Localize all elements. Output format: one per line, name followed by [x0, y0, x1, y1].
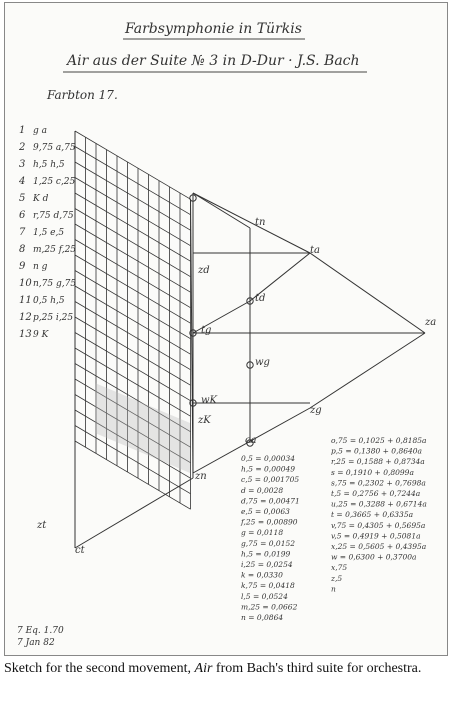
row-number: 3 — [19, 159, 26, 170]
row-labels — [18, 125, 76, 340]
grid-diagonal-line — [75, 240, 191, 308]
value-entry: f,25 = 0,00890 — [241, 517, 298, 527]
value-entry: d,75 = 0,00471 — [241, 496, 300, 506]
construction-line — [193, 193, 310, 253]
grid-diagonal-line — [75, 286, 191, 354]
row-number: 10 — [19, 278, 32, 289]
point-label: ct — [75, 545, 85, 556]
value-entry: i,25 = 0,0254 — [241, 560, 293, 569]
value-entry: r,25 = 0,1588 + 0,8734a — [331, 457, 425, 467]
point-label: wK — [201, 395, 218, 406]
row-number: 9 — [19, 261, 26, 272]
point-label: zn — [195, 471, 207, 482]
sketch-sheet — [4, 2, 448, 656]
value-entry: n — [331, 584, 336, 594]
value-entry: x,25 = 0,5605 + 0,4395a — [331, 542, 427, 551]
value-entry: e,5 = 0,0063 — [241, 507, 290, 516]
grid-diagonal-line — [75, 255, 191, 323]
value-entry: w = 0,6300 + 0,3700a — [331, 552, 417, 562]
sketch-heading: Farbsymphonie in Türkis — [125, 21, 302, 37]
signature-line: 7 Jan 82 — [17, 638, 55, 648]
row-number: 5 — [19, 193, 26, 204]
grid-bottom-edge — [75, 478, 193, 548]
point-label: zK — [198, 415, 211, 426]
point-label: ca — [245, 435, 257, 446]
point-label: wg — [255, 357, 270, 368]
caption-title: Air — [194, 661, 213, 676]
grid-diagonal-line — [75, 131, 191, 199]
grid-diagonal-line — [75, 317, 191, 385]
construction-line — [193, 193, 250, 228]
signature-line: 7 Eq. 1.70 — [17, 626, 64, 636]
point-label: zt — [37, 520, 47, 531]
value-entry: x,75 — [331, 563, 348, 573]
value-entry: l,5 = 0,0524 — [241, 591, 288, 601]
row-number: 6 — [19, 210, 26, 221]
value-entry: d = 0,0028 — [241, 485, 284, 495]
row-note: 9,75 a,75 — [33, 143, 76, 153]
value-entry: o,75 = 0,1025 + 0,8185a — [331, 436, 427, 445]
row-number: 7 — [19, 227, 26, 238]
grid-diagonal-line — [75, 209, 191, 277]
row-note: n g — [33, 262, 48, 272]
grid-diagonal-line — [75, 224, 191, 292]
value-entry: t,5 = 0,2756 + 0,7244a — [331, 489, 421, 498]
value-entry: p,5 = 0,1380 + 0,8640a — [331, 446, 423, 456]
point-label: za — [425, 317, 437, 328]
point-label: tg — [201, 325, 212, 336]
row-note: K d — [33, 194, 49, 204]
value-entry: c,5 = 0,001705 — [241, 475, 300, 485]
value-entry: v,75 = 0,4305 + 0,5695a — [331, 520, 426, 530]
construction-line — [310, 253, 425, 333]
grid-diagonal-line — [75, 178, 191, 246]
row-note: 0,5 h,5 — [33, 296, 65, 306]
value-entry: k = 0,0330 — [241, 570, 283, 580]
value-entry: h,5 = 0,00049 — [241, 464, 296, 474]
row-note: 1,25 c,25 — [33, 177, 76, 187]
grid-diagonal-line — [75, 147, 191, 215]
color-diamond — [190, 193, 425, 473]
row-number: 11 — [19, 295, 32, 306]
row-number: 1 — [19, 125, 26, 136]
color-grid — [75, 131, 193, 548]
point-label: td — [255, 293, 266, 304]
point-label: tn — [255, 217, 266, 228]
value-entry: n = 0,0864 — [241, 613, 284, 622]
construction-line — [310, 333, 425, 408]
sketch-drawing — [5, 3, 447, 655]
value-entry: 0,5 = 0,00034 — [241, 454, 295, 463]
caption-pre: Sketch for the second movement, — [4, 661, 195, 676]
farbton-label: Farbton 17. — [47, 88, 118, 102]
value-entry: s = 0,1910 + 0,8099a — [331, 467, 414, 477]
row-number: 4 — [19, 176, 26, 187]
value-entry: g = 0,0118 — [241, 528, 284, 538]
row-note: 9 K — [33, 330, 49, 340]
value-entry: h,5 = 0,0199 — [241, 549, 291, 559]
shaded-band — [95, 383, 190, 473]
row-number: 8 — [19, 244, 26, 255]
value-entry: t = 0,3665 + 0,6335a — [331, 510, 414, 520]
point-label: ta — [310, 245, 320, 256]
signature — [17, 626, 64, 648]
grid-diagonal-line — [75, 302, 191, 370]
row-note: r,75 d,75 — [33, 211, 74, 221]
row-number: 2 — [19, 142, 26, 153]
value-table — [240, 436, 427, 622]
point-label: zg — [310, 405, 322, 416]
value-entry: v,5 = 0,4919 + 0,5081a — [331, 531, 421, 541]
row-note: 1,5 e,5 — [33, 228, 65, 238]
row-note: h,5 h,5 — [33, 160, 65, 170]
grid-diagonal-line — [75, 193, 191, 261]
row-note: p,25 i,25 — [33, 313, 74, 323]
caption-post: from Bach's third suite for orchestra. — [212, 661, 422, 676]
value-entry: z,5 — [331, 573, 343, 583]
grid-diagonal-line — [75, 162, 191, 230]
row-number: 12 — [19, 312, 32, 323]
value-entry: s,75 = 0,2302 + 0,7698a — [331, 478, 426, 488]
grid-diagonal-line — [75, 333, 191, 401]
row-number: 13 — [19, 329, 32, 340]
grid-diagonal-line — [75, 271, 191, 339]
point-label: zd — [198, 265, 210, 276]
figure-caption — [4, 660, 448, 678]
value-entry: k,75 = 0,0418 — [241, 581, 295, 591]
sketch-subtitle: Air aus der Suite № 3 in D-Dur · J.S. Bach — [67, 53, 360, 69]
value-entry: m,25 = 0,0662 — [241, 602, 298, 612]
value-entry: u,25 = 0,3288 + 0,6714a — [331, 499, 427, 509]
row-note: m,25 f,25 — [33, 245, 77, 255]
row-note: g a — [33, 126, 47, 136]
value-entry: g,75 = 0,0152 — [241, 538, 296, 548]
row-note: n,75 g,75 — [33, 279, 77, 289]
